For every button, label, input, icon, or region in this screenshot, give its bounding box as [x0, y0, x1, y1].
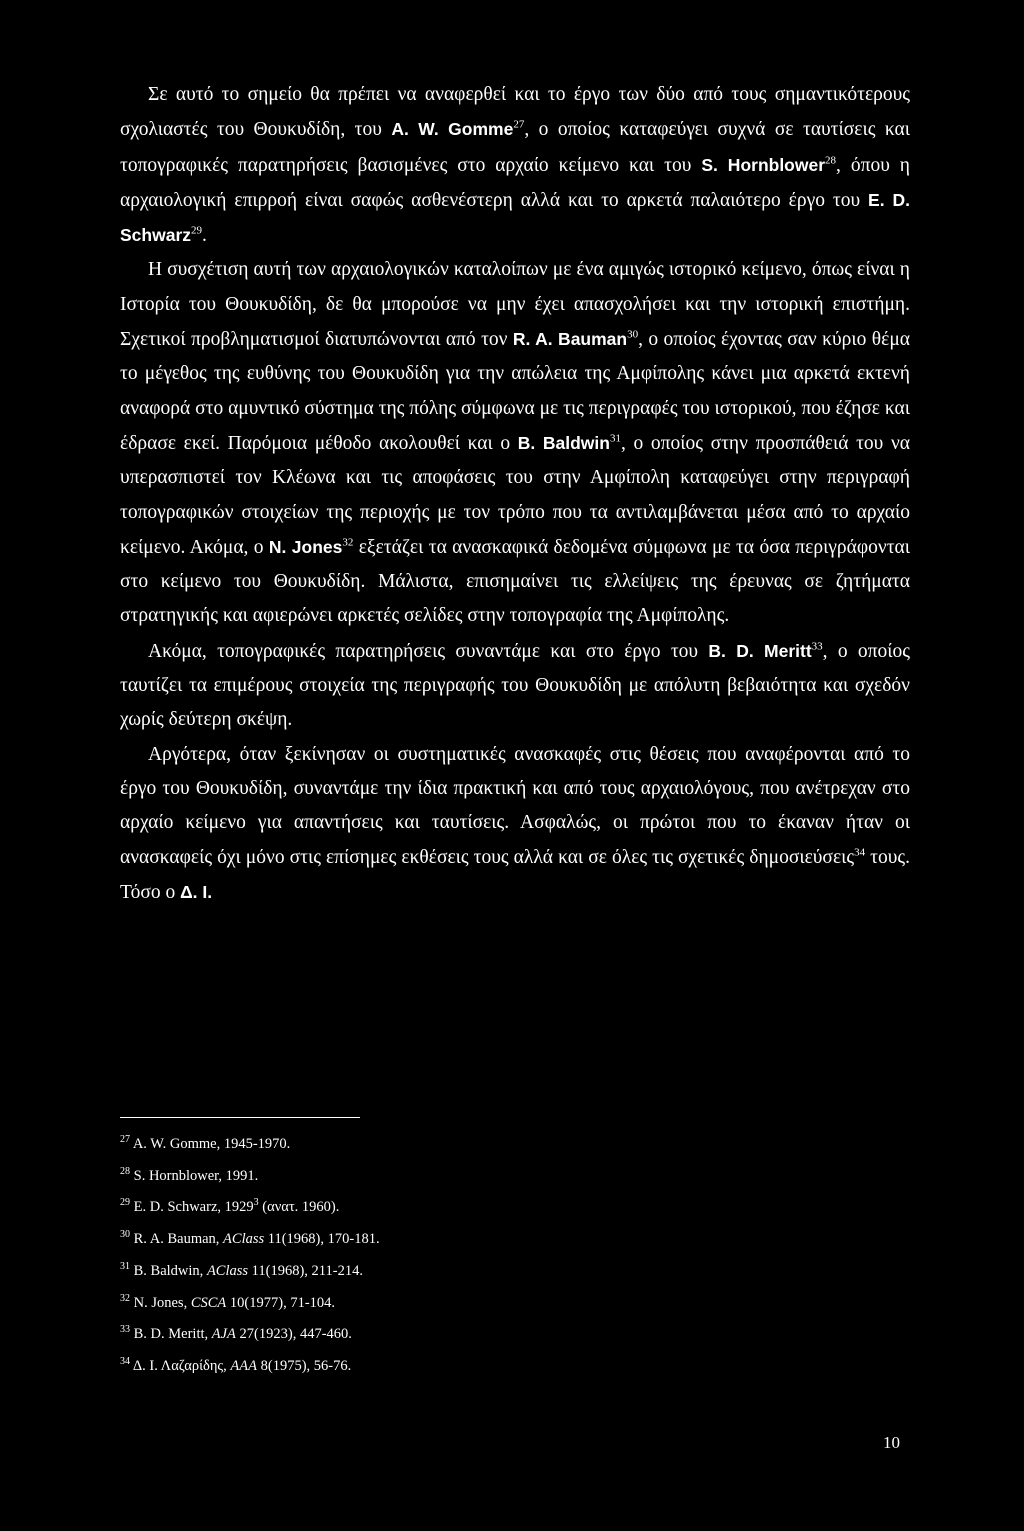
journal-title: AAA — [230, 1357, 257, 1374]
text: . — [202, 225, 207, 247]
paragraph-2 — [120, 253, 910, 633]
text: , ο οποίος ταυτίζει τα επιμέρους στοιχεία της περιγραφής του Θουκυδίδη με απόλυτη βεβαιότητα και σχεδόν χωρίς δεύτερη σκέψη. — [120, 640, 910, 731]
footnote-number: 30 — [120, 1229, 130, 1241]
journal-title: AClass — [223, 1231, 265, 1248]
paragraph-1 — [120, 78, 910, 253]
author-meritt: B. D. Meritt — [708, 640, 812, 661]
footnote-number: 33 — [120, 1324, 130, 1336]
footnote-ref-30: 30 — [627, 328, 639, 341]
footnote-number: 32 — [120, 1292, 130, 1304]
author-hornblower: S. Hornblower — [701, 154, 826, 175]
footnotes — [120, 1129, 380, 1383]
text: , όπου η αρχαιολογική επιρροή είναι σαφώς ασθενέστερη αλλά και το αρκετά παλαιότερο έργο του — [120, 154, 911, 211]
author-lazaridis: Δ. Ι. — [180, 881, 213, 902]
footnote-number: 31 — [120, 1260, 130, 1272]
footnote — [120, 1161, 380, 1193]
footnote-text: E. D. Schwarz, 1929 — [133, 1199, 254, 1216]
author-schwarz: E. D. Schwarz — [120, 189, 910, 246]
footnote-number: 29 — [120, 1197, 130, 1209]
text: Η συσχέτιση αυτή των αρχαιολογικών καταλοίπων με ένα αμιγώς ιστορικό κείμενο, όπως είναι η Ιστορία του Θουκυδίδη, δε θα μπορούσε να μην έχει απασχολήσει και την ιστορική επιστήμη. Σχετικοί προβληματισμοί διατυπώνονται από τον — [120, 259, 910, 351]
footnote-text: (ανατ. 1960). — [258, 1199, 340, 1216]
author-baldwin: B. Baldwin — [517, 432, 610, 453]
text: , ο οποίος καταφεύγει συχνά σε ταυτίσεις και τοπογραφικές παρατηρήσεις βασισμένες στο αρχαίο κείμενο και του — [120, 119, 911, 176]
text: , ο οποίος έχοντας σαν κύριο θέμα το μέγεθος της ευθύνης του Θουκυδίδη για την απώλεια της Αμφίπολης κάνει μια αρκετά εκτενή αναφορά στο αμυντικό σύστημα της πόλης σύμφωνα με τις περιγραφές του ιστορικού, που έζησε και έδρασε εκεί. Παρόμοια μέθοδο ακολουθεί και ο — [120, 329, 910, 454]
footnote — [120, 1192, 380, 1224]
text: , ο οποίος στην προσπάθειά του να υπερασπιστεί τον Κλέωνα και τις αποφάσεις του στην Αμφίπολη καταφεύγει στην περιγραφή τοπογραφικών στοιχείων της περιοχής με τον τρόπο που τα αντιλαμβάνεται μέσα από το αρχαίο κείμενο. Ακόμα, ο — [120, 432, 910, 558]
paragraph-4 — [120, 738, 910, 910]
footnote-text: R. A. Bauman, — [133, 1231, 224, 1248]
journal-title: CSCA — [190, 1294, 227, 1311]
paragraph-3 — [120, 634, 910, 738]
footnote-ref-32: 32 — [342, 536, 354, 549]
page-number: 10 — [883, 1433, 900, 1452]
footnote-ref-34: 34 — [854, 846, 866, 859]
footnote-text: B. Baldwin, — [133, 1262, 207, 1279]
journal-title: AJA — [211, 1326, 236, 1343]
footnote-ref-28: 28 — [825, 154, 837, 167]
footnote-text: 27(1923), 447-460. — [235, 1326, 352, 1343]
footnote-separator — [120, 1117, 360, 1118]
text: Αργότερα, όταν ξεκίνησαν οι συστηματικές ανασκαφές στις θέσεις που αναφέρονται από το έργο του Θουκυδίδη, συναντάμε την ίδια πρακτική και από τους αρχαιολόγους, που ανέτρεχαν στο αρχαίο κείμενο για απαντήσεις και ταυτίσεις. Ασφαλώς, οι πρώτοι που το έκαναν ήταν οι ανασκαφείς όχι μόνο στις επίσημες εκθέσεις τους αλλά και σε όλες τις σχετικές δημοσιεύσεις — [120, 743, 910, 868]
body-text — [120, 78, 910, 910]
footnote-text: S. Hornblower, 1991. — [133, 1167, 259, 1184]
footnote-ref-29: 29 — [191, 224, 202, 237]
footnote-text: N. Jones, — [133, 1294, 191, 1311]
footnote-ref-27: 27 — [513, 118, 525, 131]
footnote-text: A. W. Gomme, 1945-1970. — [132, 1136, 291, 1152]
text: Σε αυτό το σημείο θα πρέπει να αναφερθεί και το έργο των δύο από τους σημαντικότερους σχολιαστές του Θουκυδίδη, του — [120, 84, 910, 141]
footnote-text: 8(1975), 56-76. — [257, 1357, 352, 1374]
footnote-number: 28 — [120, 1165, 130, 1177]
footnote-text: 11(1968), 170-181. — [264, 1231, 380, 1248]
footnote-text: 11(1968), 211-214. — [248, 1262, 363, 1279]
edition-superscript: 3 — [253, 1197, 259, 1209]
footnote-text: Δ. Ι. Λαζαρίδης, — [132, 1357, 231, 1374]
footnote-ref-33: 33 — [811, 640, 823, 653]
journal-title: AClass — [206, 1262, 249, 1279]
text: Ακόμα, τοπογραφικές παρατηρήσεις συναντάμε και στο έργο του — [148, 640, 709, 662]
footnote-ref-31: 31 — [609, 432, 621, 445]
footnote-number: 34 — [120, 1356, 130, 1368]
footnote — [120, 1319, 380, 1351]
footnote-text: 10(1977), 71-104. — [226, 1294, 336, 1311]
author-bauman: R. A. Bauman — [512, 329, 628, 350]
footnote — [120, 1129, 380, 1161]
text: τους. Τόσο ο — [120, 846, 910, 903]
footnote — [120, 1288, 380, 1320]
footnote-number: 27 — [120, 1134, 130, 1146]
footnote — [120, 1224, 380, 1256]
footnote-text: B. D. Meritt, — [133, 1326, 212, 1343]
footnote — [120, 1351, 380, 1383]
text: εξετάζει τα ανασκαφικά δεδομένα σύμφωνα με τα όσα περιγράφονται στο κείμενο του Θουκυδίδη. Μάλιστα, επισημαίνει τις ελλείψεις της έρευνας σε ζητήματα στρατηγικής και αφιερώνει αρκετές σελίδες στην τοπογραφία της Αμφίπολης. — [120, 536, 910, 627]
footnote — [120, 1256, 380, 1288]
author-jones: N. Jones — [268, 536, 343, 557]
author-gomme: A. W. Gomme — [391, 119, 514, 140]
